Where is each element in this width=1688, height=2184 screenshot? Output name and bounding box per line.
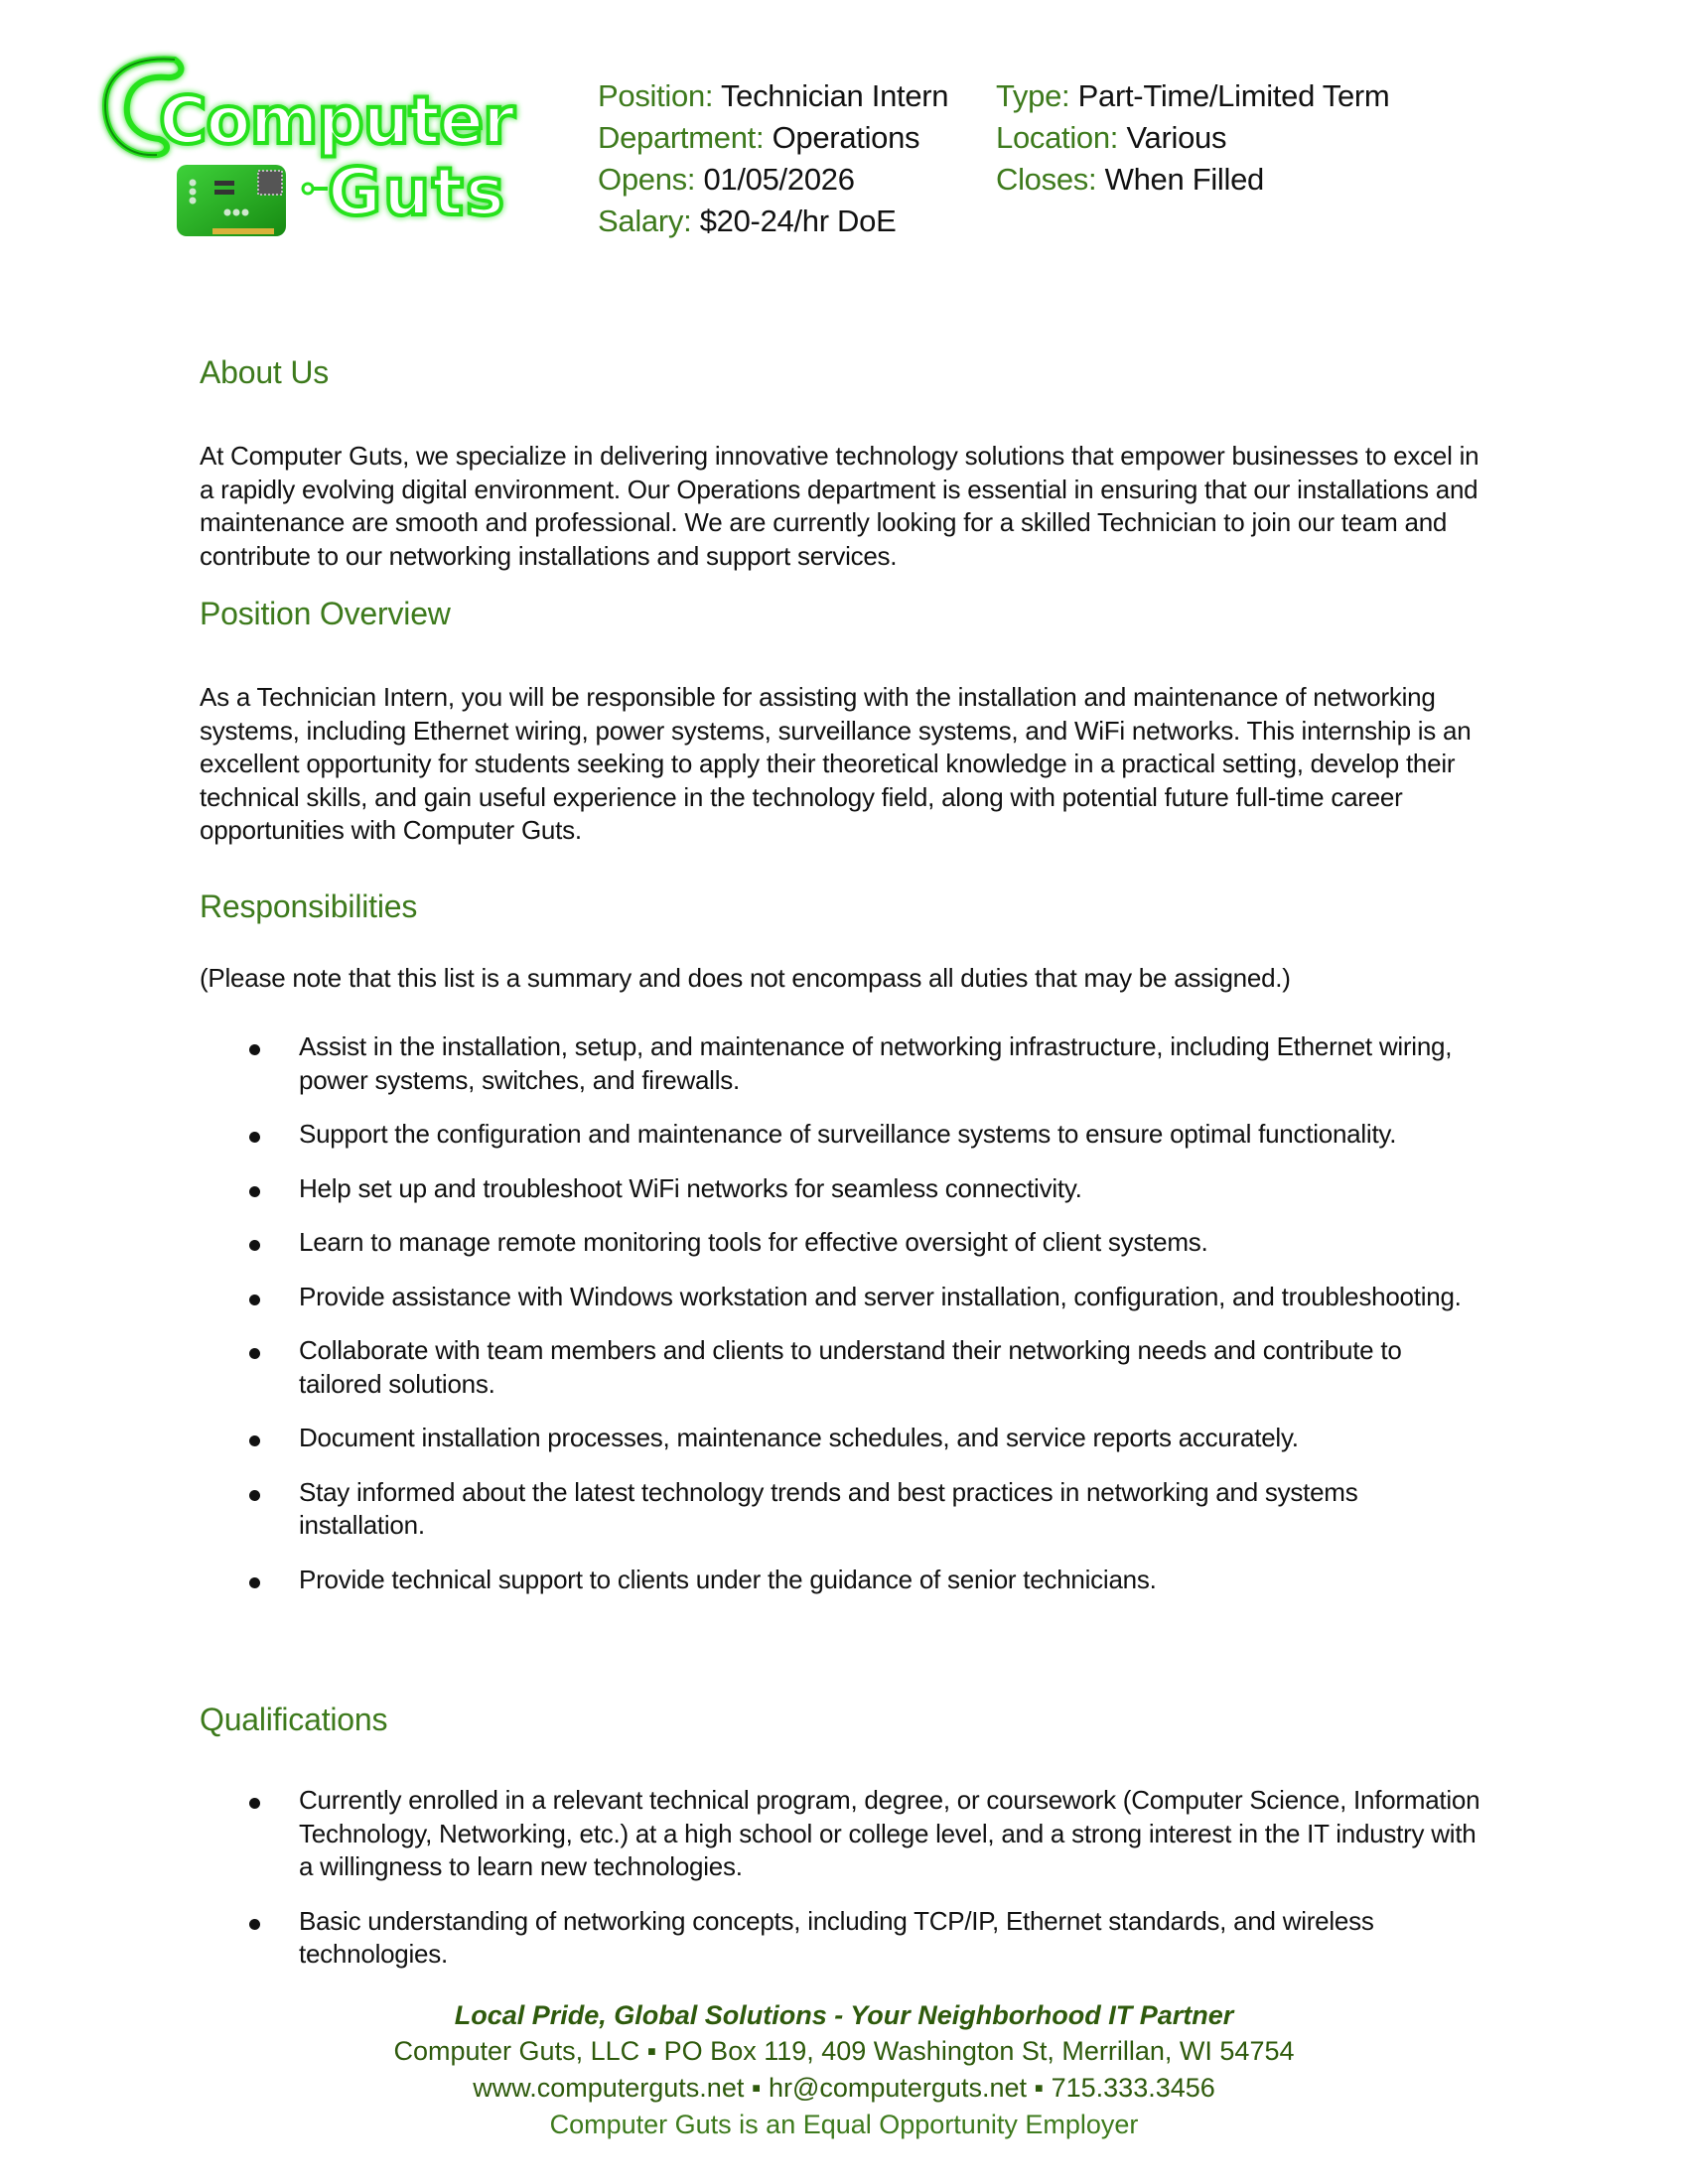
footer-address: Computer Guts, LLC ▪ PO Box 119, 409 Washington St, Merrillan, WI 54754 [393,2036,1295,2066]
position-overview-heading: Position Overview [200,596,451,631]
bullet-icon [249,1577,260,1588]
bullet-icon [249,1295,260,1305]
responsibilities-heading: Responsibilities [200,888,418,924]
circuit-board-icon [177,165,286,236]
list-item [200,1118,1490,1152]
responsibilities-note: (Please note that this list is a summary and does not encompass all duties that may be assigned.) [200,963,1291,993]
list-item [200,1030,1490,1097]
meta-label: Position: [598,78,714,113]
job-meta-left [598,75,948,242]
qualifications-heading: Qualifications [200,1702,388,1737]
footer-contact [0,2070,1688,2107]
email-link[interactable]: hr@computerguts.net [768,2073,1027,2103]
list-item-text: Learn to manage remote monitoring tools for effective oversight of client systems. [299,1227,1208,1257]
meta-label: Closes: [996,162,1097,197]
list-item-text: Provide technical support to clients under the guidance of senior technicians. [299,1564,1157,1594]
list-item-text: Currently enrolled in a relevant technical program, degree, or coursework (Computer Science, Information Technology, Networking, etc.) at a high school or college level, and a strong interest in the IT industry with a willingness to learn new technologies. [299,1785,1480,1881]
bullet-icon [249,1044,260,1055]
list-item-text: Assist in the installation, setup, and maintenance of networking infrastructure, including Ethernet wiring, power systems, switches, and firewalls. [299,1031,1453,1095]
list-item-text: Support the configuration and maintenance of surveillance systems to ensure optimal functionality. [299,1119,1397,1149]
bullet-icon [249,1132,260,1143]
list-item-text: Basic understanding of networking concepts, including TCP/IP, Ethernet standards, and wireless technologies. [299,1905,1374,1969]
list-item [200,1905,1490,1972]
meta-label: Salary: [598,204,692,238]
bullet-icon [249,1798,260,1809]
list-item [200,1172,1490,1206]
footer-tagline: Local Pride, Global Solutions - Your Neighborhood IT Partner [454,2000,1234,2030]
list-item [200,1226,1490,1260]
bullet-icon [249,1919,260,1930]
list-item-text: Provide assistance with Windows workstation and server installation, configuration, and troubleshooting. [299,1281,1462,1311]
phone-number: 715.333.3456 [1051,2073,1215,2103]
meta-label: Department: [598,120,765,155]
list-item [200,1784,1490,1884]
meta-value: Various [1126,120,1227,155]
meta-opens [598,159,948,201]
meta-value: Part-Time/Limited Term [1077,78,1390,113]
page-footer [0,1997,1688,2143]
meta-value: When Filled [1104,162,1264,197]
list-item-text: Stay informed about the latest technology trends and best practices in networking and systems installation. [299,1476,1358,1540]
list-item-text: Document installation processes, maintenance schedules, and service reports accurately. [299,1423,1299,1452]
meta-value: 01/05/2026 [703,162,855,197]
list-item [200,1422,1490,1455]
meta-value: Operations [772,120,920,155]
company-logo [97,48,554,236]
bullet-icon [249,1348,260,1359]
meta-closes [996,159,1389,201]
meta-value: Technician Intern [720,78,949,113]
website-link[interactable]: www.computerguts.net [473,2073,745,2103]
meta-position [598,75,948,117]
logo-dot [303,184,313,194]
bullet-icon [249,1490,260,1501]
meta-value: $20-24/hr DoE [699,204,897,238]
equal-opportunity-statement: Computer Guts is an Equal Opportunity Employer [549,2110,1139,2139]
logo-wordmark-line1: Computer [159,82,514,159]
logo-wordmark-line2: Guts [328,154,506,230]
meta-salary [598,201,948,242]
list-item [200,1564,1490,1597]
meta-label: Type: [996,78,1070,113]
job-meta-right [996,75,1389,201]
meta-location [996,117,1389,159]
meta-label: Location: [996,120,1119,155]
logo-graphic [97,48,554,236]
meta-type [996,75,1389,117]
bullet-icon [249,1435,260,1446]
list-item [200,1281,1490,1314]
separator: ▪ [1034,2073,1045,2103]
list-item [200,1476,1490,1543]
position-overview-paragraph: As a Technician Intern, you will be responsible for assisting with the installation and maintenance of networking systems, including Ethernet wiring, power systems, surveillance systems, and WiFi networks. This internship is an excellent opportunity for students seeking to apply their theoretical knowledge in a practical setting, develop their technical skills, and gain useful experience in the technology field, along with potential future full-time career opportunities with Computer Guts. [200,682,1472,845]
meta-department [598,117,948,159]
bullet-icon [249,1186,260,1197]
separator: ▪ [751,2073,762,2103]
bullet-icon [249,1240,260,1251]
list-item [200,1334,1490,1401]
about-us-heading: About Us [200,354,330,390]
list-item-text: Collaborate with team members and clients to understand their networking needs and contribute to tailored solutions. [299,1335,1402,1399]
meta-label: Opens: [598,162,696,197]
list-item-text: Help set up and troubleshoot WiFi networks for seamless connectivity. [299,1172,1082,1203]
responsibilities-list [200,1030,1490,1617]
qualifications-list [200,1784,1490,1992]
about-us-paragraph: At Computer Guts, we specialize in delivering innovative technology solutions that empower businesses to excel in a rapidly evolving digital environment. Our Operations department is essential in ensuring that our installations and maintenance are smooth and professional. We are currently looking for a skilled Technician to join our team and contribute to our networking installations and support services. [200,441,1479,571]
